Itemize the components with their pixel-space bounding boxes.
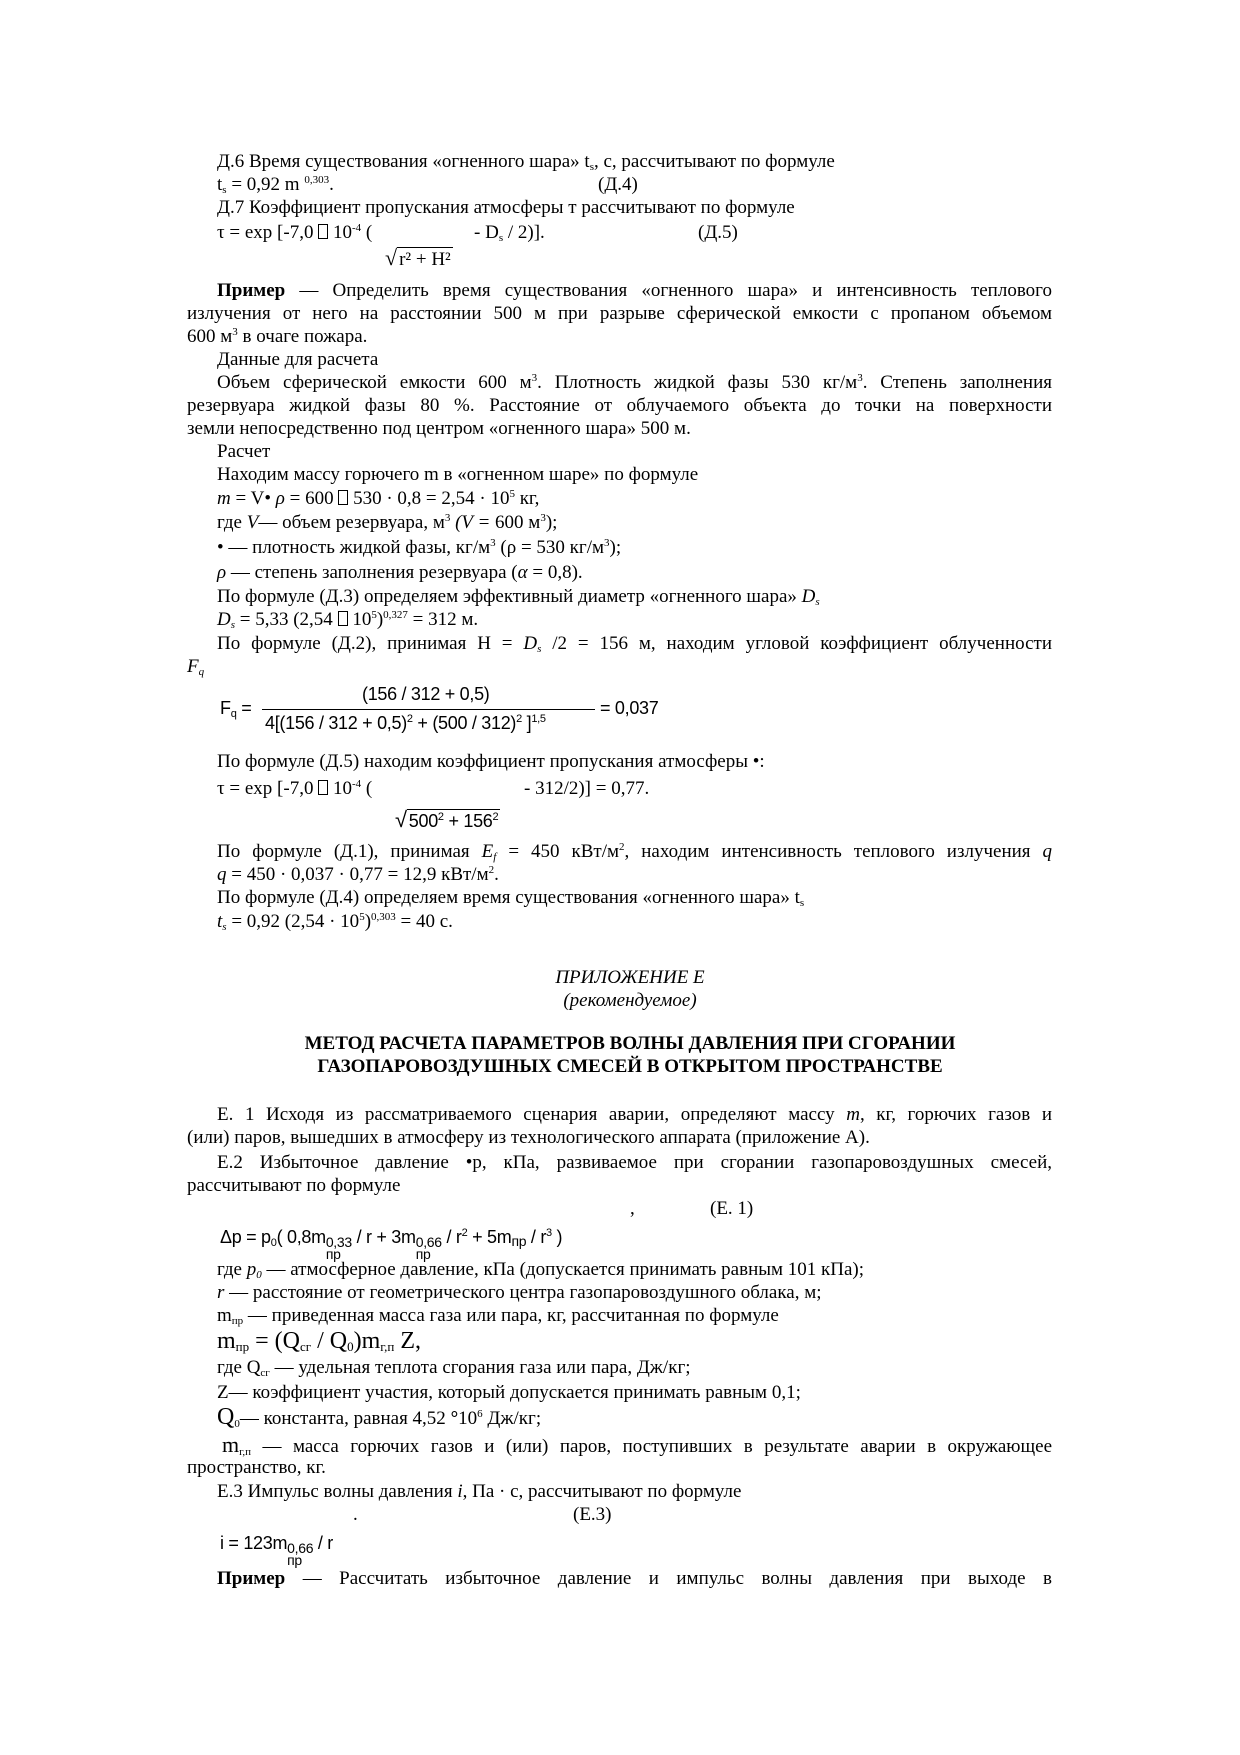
tau-intro: По формуле (Д.5) находим коэффициент пропускания атмосферы •:	[217, 751, 765, 772]
missing-glyph-icon	[318, 224, 328, 239]
formula-d4: $t_s = 0,92$ m $^{0,303}$.	[217, 174, 334, 196]
e1-line-1: Е. 1 Исходя из рассматриваемого сценария аварии, определяют массу m, кг, горючих газов и	[217, 1104, 1052, 1125]
where-v: где V— объем резервуара, $м^3$ (V = 600 $м^3$);	[217, 512, 558, 533]
e1-formula-comma: ,	[630, 1198, 635, 1219]
data-line-1: Объем сферической емкости 600 $м^3$. Плотность жидкой фазы 530 $кг/м^3$. Степень заполнения	[217, 372, 1052, 393]
missing-glyph-icon	[318, 780, 328, 795]
mpr-formula: $m_{пр} = (Q_{сг} / Q_0)m_{г,п}$ Z,	[217, 1328, 422, 1354]
example-line-2: излучения от него на расстоянии 500 м при разрыве сферической емкости с пропаном объемом	[187, 303, 1052, 324]
e1-formula: $\Delta p = p_0$( 0,8m 0,33 пр / r + 3m 0,66 пр / $r^2 + 5m_{пр} / r^3$ )	[220, 1227, 563, 1262]
fq-lhs: $F_q$ =	[220, 698, 252, 720]
where-mpr: $m_{пр}$ — приведенная масса газа или пара, кг, рассчитанная по формуле	[217, 1305, 779, 1327]
e3-label: (Е.3)	[573, 1504, 612, 1525]
e2-line-2: рассчитывают по формуле	[187, 1175, 401, 1196]
q-intro: По формуле (Д.1), принимая $E_f = 450$ кВт/$м^2$, находим интенсивность теплового излучения q	[217, 841, 1053, 863]
where-rho: • — плотность жидкой фазы, $кг/м^3$ (ρ = 530 $кг/м^3$);	[217, 537, 622, 558]
fraction-bar	[262, 709, 595, 710]
tau-formula: τ = exp [-7,0 $10^{-4}$ (	[217, 778, 373, 799]
calc-heading: Расчет	[217, 441, 271, 462]
ds-intro: По формуле (Д.3) определяем эффективный диаметр «огненного шара» $D_s$	[217, 586, 820, 608]
where-mgp: $m_{г,п}$ — масса горючих газов и (или) паров, поступивших в результате аварии в окружающее	[222, 1432, 1052, 1458]
tau-formula-tail: - 312/2)] = 0,77.	[524, 778, 650, 799]
where-p0: где $p_0$ — атмосферное давление, кПа (допускается принимать равным 101 кПа);	[217, 1259, 865, 1281]
example-line-1: Пример — Определить время существования «огненного шара» и интенсивность теплового	[217, 280, 1052, 301]
sqrt-expression: √ r² + H²	[385, 245, 451, 270]
missing-glyph-icon	[338, 611, 348, 626]
q-formula: q = 450 · 0,037 · 0,77 = 12,9 кВт/$м^2$.	[217, 864, 499, 885]
e3-formula: i = 123m 0,66 пр / r	[220, 1533, 334, 1568]
d6-paragraph: Д.6 Время существования «огненного шара» $t_s$, с, рассчитывают по формуле	[217, 151, 835, 173]
e3-dot: .	[353, 1504, 358, 1525]
where-q0: $Q_0—$ константа, равная 4,52 $^\circ 10^6$ Дж/кг;	[217, 1404, 542, 1430]
fq-result: = 0,037	[600, 698, 659, 718]
fq-numerator: (156 / 312 + 0,5)	[362, 684, 490, 704]
formula-d5: τ = exp [-7,0 $10^{-4}$ (	[217, 222, 373, 243]
fq-denominator: $4[(156 / 312 + 0,5)^2 + (500 / 312)^2$ ]$^{1,5}$	[265, 713, 546, 733]
tau-sqrt: √ $500^2 + 156^2$	[395, 807, 499, 832]
where-r: r — расстояние от геометрического центра газопаровоздушного облака, м;	[217, 1282, 822, 1303]
ts-intro: По формуле (Д.4) определяем время существования «огненного шара» $t_s$	[217, 887, 805, 909]
appendix-heading-line-1: МЕТОД РАСЧЕТА ПАРАМЕТРОВ ВОЛНЫ ДАВЛЕНИЯ ПРИ СГОРАНИИ	[304, 1033, 956, 1054]
d7-paragraph: Д.7 Коэффициент пропускания атмосферы т рассчитывают по формуле	[217, 197, 795, 218]
data-line-3: земли непосредственно под центром «огненного шара» 500 м.	[187, 418, 691, 439]
where-alpha: ρ — степень заполнения резервуара (α = 0,8).	[217, 562, 583, 583]
formula-d5-tail: - $D_s / 2$)].	[474, 222, 545, 244]
example-line-3: 600 $м^3$ в очаге пожара.	[187, 326, 368, 347]
data-heading: Данные для расчета	[217, 349, 379, 370]
ds-formula: $D_s = 5,33$ (2,54 $10^5)^{0,327} = 312$ м.	[217, 609, 479, 631]
fq-symbol: $F_q$	[187, 656, 205, 678]
appendix-subtitle: (рекомендуемое)	[563, 990, 697, 1011]
appendix-heading-line-2: ГАЗОПАРОВОЗДУШНЫХ СМЕСЕЙ В ОТКРЫТОМ ПРОСТРАНСТВЕ	[317, 1056, 943, 1077]
e2-line-1: Е.2 Избыточное давление •р, кПа, развиваемое при сгорании газопаровоздушных смесей,	[217, 1152, 1052, 1173]
appendix-title: ПРИЛОЖЕНИЕ Е	[555, 967, 705, 988]
where-mgp-line-2: пространство, кг.	[187, 1457, 326, 1478]
mass-formula: m = V• ρ = 600 $530 \cdot 0,8 = 2,54 \cdot 10^5$ кг,	[217, 488, 540, 509]
ts-formula: $t_s = 0,92$ $(2,54 \cdot 10^5)^{0,303} = 40$ с.	[217, 911, 453, 933]
formula-d4-label: (Д.4)	[598, 174, 638, 195]
example-e-line: Пример — Рассчитать избыточное давление и импульс волны давления при выходе в	[217, 1568, 1052, 1589]
mass-intro: Находим массу горючего m в «огненном шаре» по формуле	[217, 464, 699, 485]
e1-formula-label: (Е. 1)	[710, 1198, 754, 1219]
e3-intro: Е.3 Импульс волны давления i, Па · с, рассчитывают по формуле	[217, 1481, 742, 1502]
where-qsg: где $Q_{сг}$ — удельная теплота сгорания газа или пара, Дж/кг;	[217, 1357, 691, 1379]
where-z: Z— коэффициент участия, который допускается принимать равным 0,1;	[217, 1382, 801, 1403]
data-line-2: резервуара жидкой фазы 80 %. Расстояние от облучаемого объекта до точки на поверхности	[187, 395, 1052, 416]
formula-d5-label: (Д.5)	[698, 222, 738, 243]
fq-intro: По формуле (Д.2), принимая $H = D_s$ /2 = 156 м, находим угловой коэффициент облученности	[217, 633, 1052, 655]
missing-glyph-icon	[338, 490, 348, 505]
e1-line-2: (или) паров, вышедших в атмосферу из технологического аппарата (приложение А).	[187, 1127, 870, 1148]
